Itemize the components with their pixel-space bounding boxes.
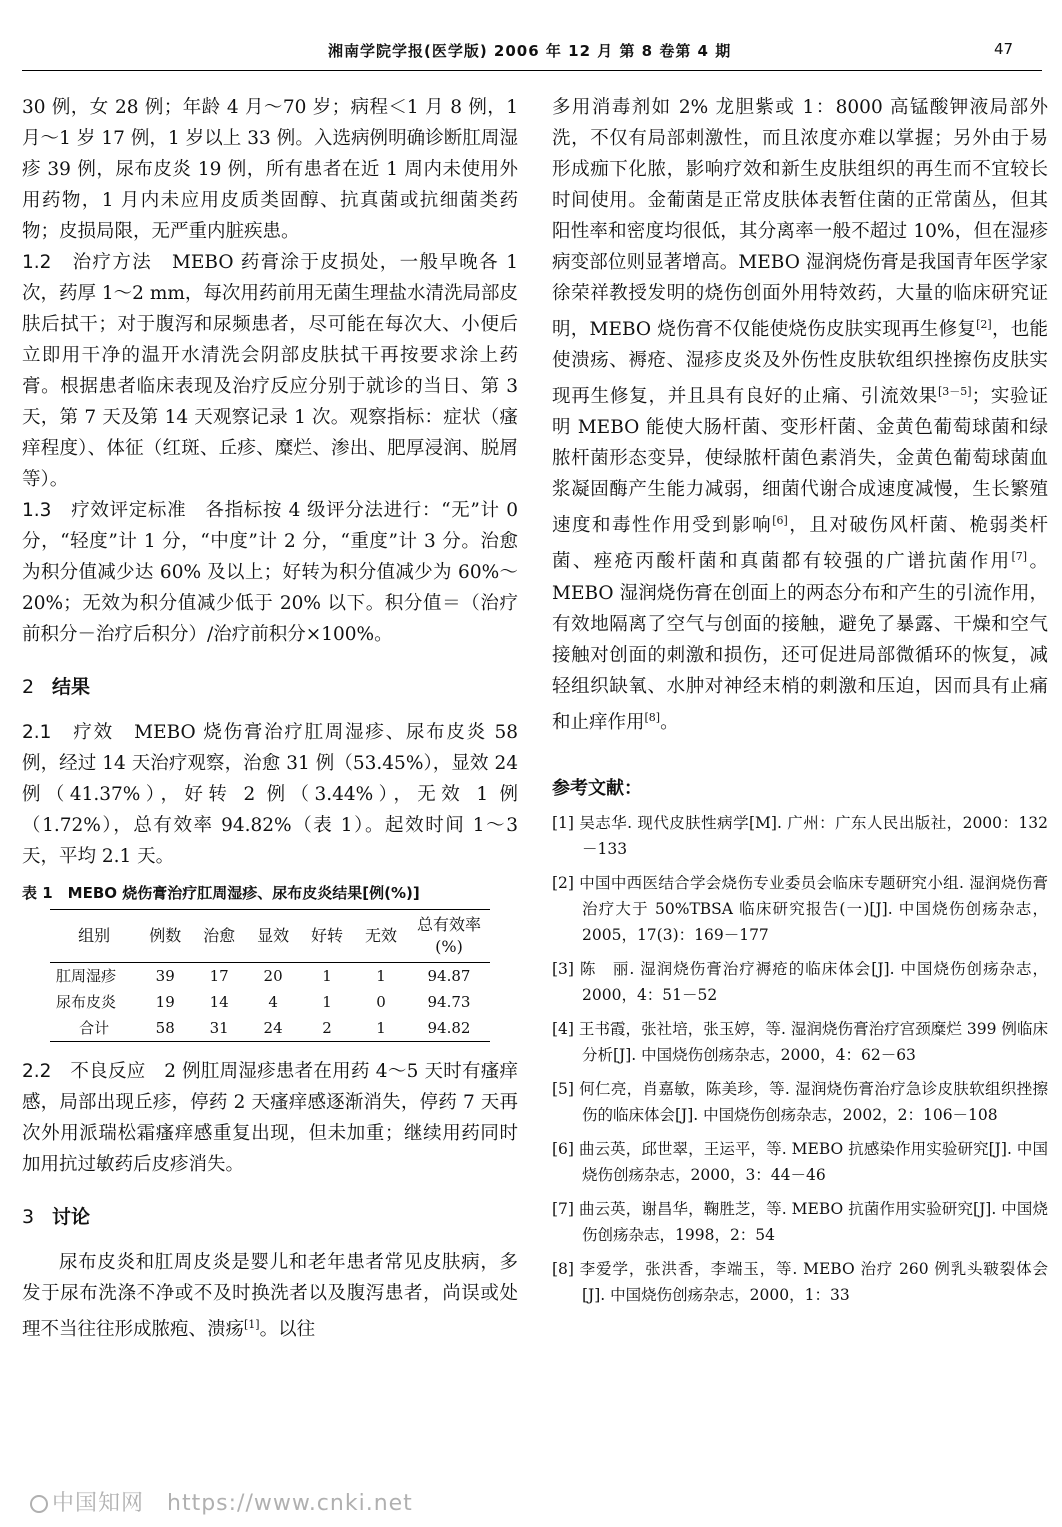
table-cell: 肛周湿疹	[56, 967, 117, 985]
section-2-title: 结果	[52, 676, 91, 698]
table-cell: 1	[322, 993, 332, 1011]
watermark-text: 中国知网 https://www.cnki.net	[52, 1491, 413, 1516]
discussion-paragraph	[22, 1247, 518, 1345]
citation-6: [6]	[772, 514, 788, 528]
section-3-number: 3	[22, 1206, 35, 1228]
reference-item: [5] 何仁亮，肖嘉敏，陈美珍，等. 湿润烧伤膏治疗急诊皮肤软组织挫擦伤的临床体会[J]. 中国烧伤创疡杂志，2002，2：106－108	[552, 1079, 1048, 1124]
paragraph-patients: 30 例，女 28 例；年龄 4 月～70 岁；病程＜1 月 8 例，1 月～1 岁 17 例，1 岁以上 33 例。入选病例明确诊断肛周湿疹 39 例，尿布皮炎 19 例，所有患者在近 1 周内未使用外用药物，1 月内未应用皮质类固醇、抗真菌或抗细菌类药物；皮损局限，无严重内脏疾患。	[22, 97, 518, 242]
table-cell: 20	[263, 967, 283, 985]
table-header-cell: 无效	[364, 926, 397, 945]
discussion-text-d: ，且对破伤风杆菌、桅弱类杆菌、痤疮丙酸杆菌和真菌都有较强的广谱抗菌作用	[552, 515, 1048, 573]
running-header	[0, 30, 1062, 74]
left-column	[22, 92, 518, 1345]
citation-7: [7]	[1011, 550, 1028, 564]
citation-1: [1]	[244, 1318, 260, 1331]
section-2-2-body: 2 例肛周湿疹患者在用药 4～5 天时有瘙痒感，局部出现丘疹，停药 2 天瘙痒感逐渐消失，停药 7 天再次外用派瑞松霜瘙痒感重复出现，但未加重；继续用药同时加用抗过敏药后皮疹消失。	[22, 1061, 518, 1175]
cnki-watermark	[30, 1486, 413, 1517]
discussion-text-b: ，也能使溃疡、褥疮、湿疹皮炎及外伤性皮肤软组织挫擦伤皮肤实现再生修复，并且具有良好的止痛、引流效果	[552, 319, 1048, 408]
header-rule	[22, 70, 1042, 71]
table-cell: 4	[268, 993, 278, 1011]
section-2-1	[22, 717, 518, 872]
table-cell: 39	[155, 967, 175, 985]
table-header-row	[50, 910, 490, 963]
table-cell: 94.87	[427, 967, 471, 985]
table-header-cell: 组别	[78, 926, 111, 945]
discussion-text-a: 多用消毒剂如 2% 龙胆紫或 1：8000 高锰酸钾液局部外洗，不仅有局部刺激性，而且浓度亦难以掌握；另外由于易形成痂下化脓，影响疗效和新生皮肤组织的再生而不宜较长时间使用。金葡菌是正常皮肤体表暂住菌的正常菌丛，但其阳性率和密度均很低，其分离率一般不超过 10%，但在湿疹病变部位则显著增高。MEBO 湿润烧伤膏是我国青年医学家徐荣祥教授发明的烧伤创面外用特效药，大量的临床研究证明，MEBO 烧伤膏不仅能使烧伤皮肤实现再生修复	[552, 97, 1048, 341]
reference-item: [4] 王书霞，张社培，张玉婷，等. 湿润烧伤膏治疗宫颈糜烂 399 例临床分析[J]. 中国烧伤创疡杂志，2000，4：62－63	[552, 1019, 1048, 1064]
section-3-heading	[22, 1202, 518, 1229]
table-caption: 表 1 MEBO 烧伤膏治疗肛周湿疹、尿布皮炎结果[例(%)]	[22, 884, 420, 902]
section-1-3-body: 各指标按 4 级评分法进行：“无”计 0 分，“轻度”计 1 分，“中度”计 2 分，“重度”计 3 分。治愈为积分值减少达 60% 及以上；好转为积分值减少为 60%～20%；无效为积分值减少低于 20% 以下。积分值＝（治疗前积分－治疗后积分）/治疗前积分×100%。	[22, 500, 518, 645]
reference-item: [8] 李爱学，张洪香，李端玉，等. MEBO 治疗 260 例乳头皲裂体会[J]. 中国烧伤创疡杂志，2000，1：33	[552, 1259, 1048, 1304]
table-cell: 17	[209, 967, 229, 985]
table-header-cell: 治愈	[203, 926, 236, 945]
discussion-tail: 。以往	[259, 1319, 316, 1341]
section-2-2-heading: 2.2 不良反应	[22, 1061, 146, 1082]
table-cell: 58	[155, 1019, 175, 1037]
citation-3-5: [3－5]	[937, 385, 972, 399]
section-2-1-body: MEBO 烧伤膏治疗肛周湿疹、尿布皮炎 58 例，经过 14 天治疗观察，治愈 31 例（53.45%），显效 24 例（41.37%），好转 2 例（3.44%），无效 1 例（1.72%），总有效率 94.82%（表 1）。起效时间 1～3 天，平均 2.1 天。	[22, 722, 519, 867]
citation-2: [2]	[976, 318, 992, 331]
table-cell: 1	[376, 967, 386, 985]
discussion-text-e: 。MEBO 湿润烧伤膏在创面上的两态分布和产生的引流作用，有效地隔离了空气与创面的接触，避免了暴露、干燥和空气接触对创面的刺激和损伤，还可促进局部微循环的恢复，减轻组织缺氧、水肿对神经末梢的刺激和压迫，因而具有止痛和止痒作用	[552, 551, 1048, 733]
table-cell: 14	[209, 993, 229, 1011]
reference-item: [1] 吴志华. 现代皮肤性病学[M]. 广州：广东人民出版社，2000：132－133	[552, 813, 1048, 858]
table-cell: 19	[155, 993, 175, 1011]
references-heading: 参考文献：	[552, 777, 642, 799]
table-cell: 1	[376, 1019, 386, 1037]
results-table	[22, 882, 518, 1042]
citation-8: [8]	[644, 710, 661, 724]
table-row	[50, 1015, 490, 1042]
table-cell: 2	[322, 1019, 332, 1037]
section-3-title: 讨论	[52, 1206, 91, 1228]
journal-title: 湘南学院学报(医学版) 2006 年 12 月 第 8 卷第 4 期	[328, 42, 732, 60]
section-2-2	[22, 1056, 518, 1180]
section-1-2-heading: 1.2 治疗方法	[22, 252, 153, 273]
discussion-text: 尿布皮炎和肛周皮炎是婴儿和老年患者常见皮肤病，多发于尿布洗涤不净或不及时换洗者以及腹泻患者，尚误或处理不当往往形成脓疱、溃疡	[22, 1252, 518, 1341]
table-row	[50, 963, 490, 990]
section-1-3-heading: 1.3 疗效评定标准	[22, 500, 187, 521]
table-cell: 合计	[79, 1019, 110, 1037]
table	[50, 909, 490, 1042]
section-1-2-body: MEBO 药膏涂于皮损处，一般早晚各 1 次，药厚 1～2 mm，每次用药前用无菌生理盐水清洗局部皮肤后拭干；对于腹泻和尿频患者，尽可能在每次大、小便后立即用干净的温开水清洗会阴部皮肤拭干再按要求涂上药膏。根据患者临床表现及治疗反应分别于就诊的当日、第 3 天，第 7 天及第 14 天观察记录 1 次。观察指标：症状（瘙痒程度）、体征（红斑、丘疹、糜烂、渗出、肥厚浸润、脱屑等）。	[22, 252, 519, 490]
section-1-2	[22, 247, 518, 495]
table-header-cell: 显效	[257, 926, 290, 945]
discussion-text-f: 。	[660, 711, 679, 733]
reference-item: [7] 曲云英，谢昌华，鞠胜芝，等. MEBO 抗菌作用实验研究[J]. 中国烧伤创疡杂志，1998，2：54	[552, 1199, 1048, 1244]
page-number: 47	[994, 40, 1014, 58]
table-row	[50, 989, 490, 1015]
discussion-continued	[552, 92, 1048, 738]
section-2-heading	[22, 672, 518, 699]
table-cell: 0	[376, 993, 386, 1011]
section-2-1-heading: 2.1 疗效	[22, 722, 114, 743]
table-header-cell: 总有效率(%)	[416, 915, 481, 956]
discussion-text-c: ；实验证明 MEBO 能使大肠杆菌、变形杆菌、金黄色葡萄球菌和绿脓杆菌形态变异，使绿脓杆菌色素消失，金黄色葡萄球菌血浆凝固酶产生能力减弱，细菌代谢合成速度减慢，生长繁殖速度和毒性作用受到影响	[552, 386, 1048, 537]
table-cell: 尿布皮炎	[56, 993, 117, 1011]
table-cell: 94.82	[427, 1019, 471, 1037]
reference-item: [2] 中国中西医结合学会烧伤专业委员会临床专题研究小组. 湿润烧伤膏治疗大于 50%TBSA 临床研究报告(一)[J]. 中国烧伤创疡杂志，2005，17(3)：169－177	[552, 873, 1048, 944]
section-2-number: 2	[22, 676, 35, 698]
table-cell: 31	[209, 1019, 229, 1037]
table-cell: 1	[322, 967, 332, 985]
table-cell: 94.73	[427, 993, 471, 1011]
reference-item: [6] 曲云英，邱世翠，王运平，等. MEBO 抗感染作用实验研究[J]. 中国烧伤创疡杂志，2000，3：44－46	[552, 1139, 1048, 1184]
reference-item: [3] 陈 丽. 湿润烧伤膏治疗褥疮的临床体会[J]. 中国烧伤创疡杂志，2000，4：51－52	[552, 959, 1048, 1004]
cnki-logo-icon	[30, 1495, 48, 1513]
table-cell: 24	[263, 1019, 283, 1037]
reference-list	[552, 810, 1048, 1308]
right-column	[552, 92, 1048, 1316]
section-1-3	[22, 495, 518, 650]
table-header-cell: 例数	[149, 926, 182, 945]
table-header-cell: 好转	[311, 926, 344, 945]
